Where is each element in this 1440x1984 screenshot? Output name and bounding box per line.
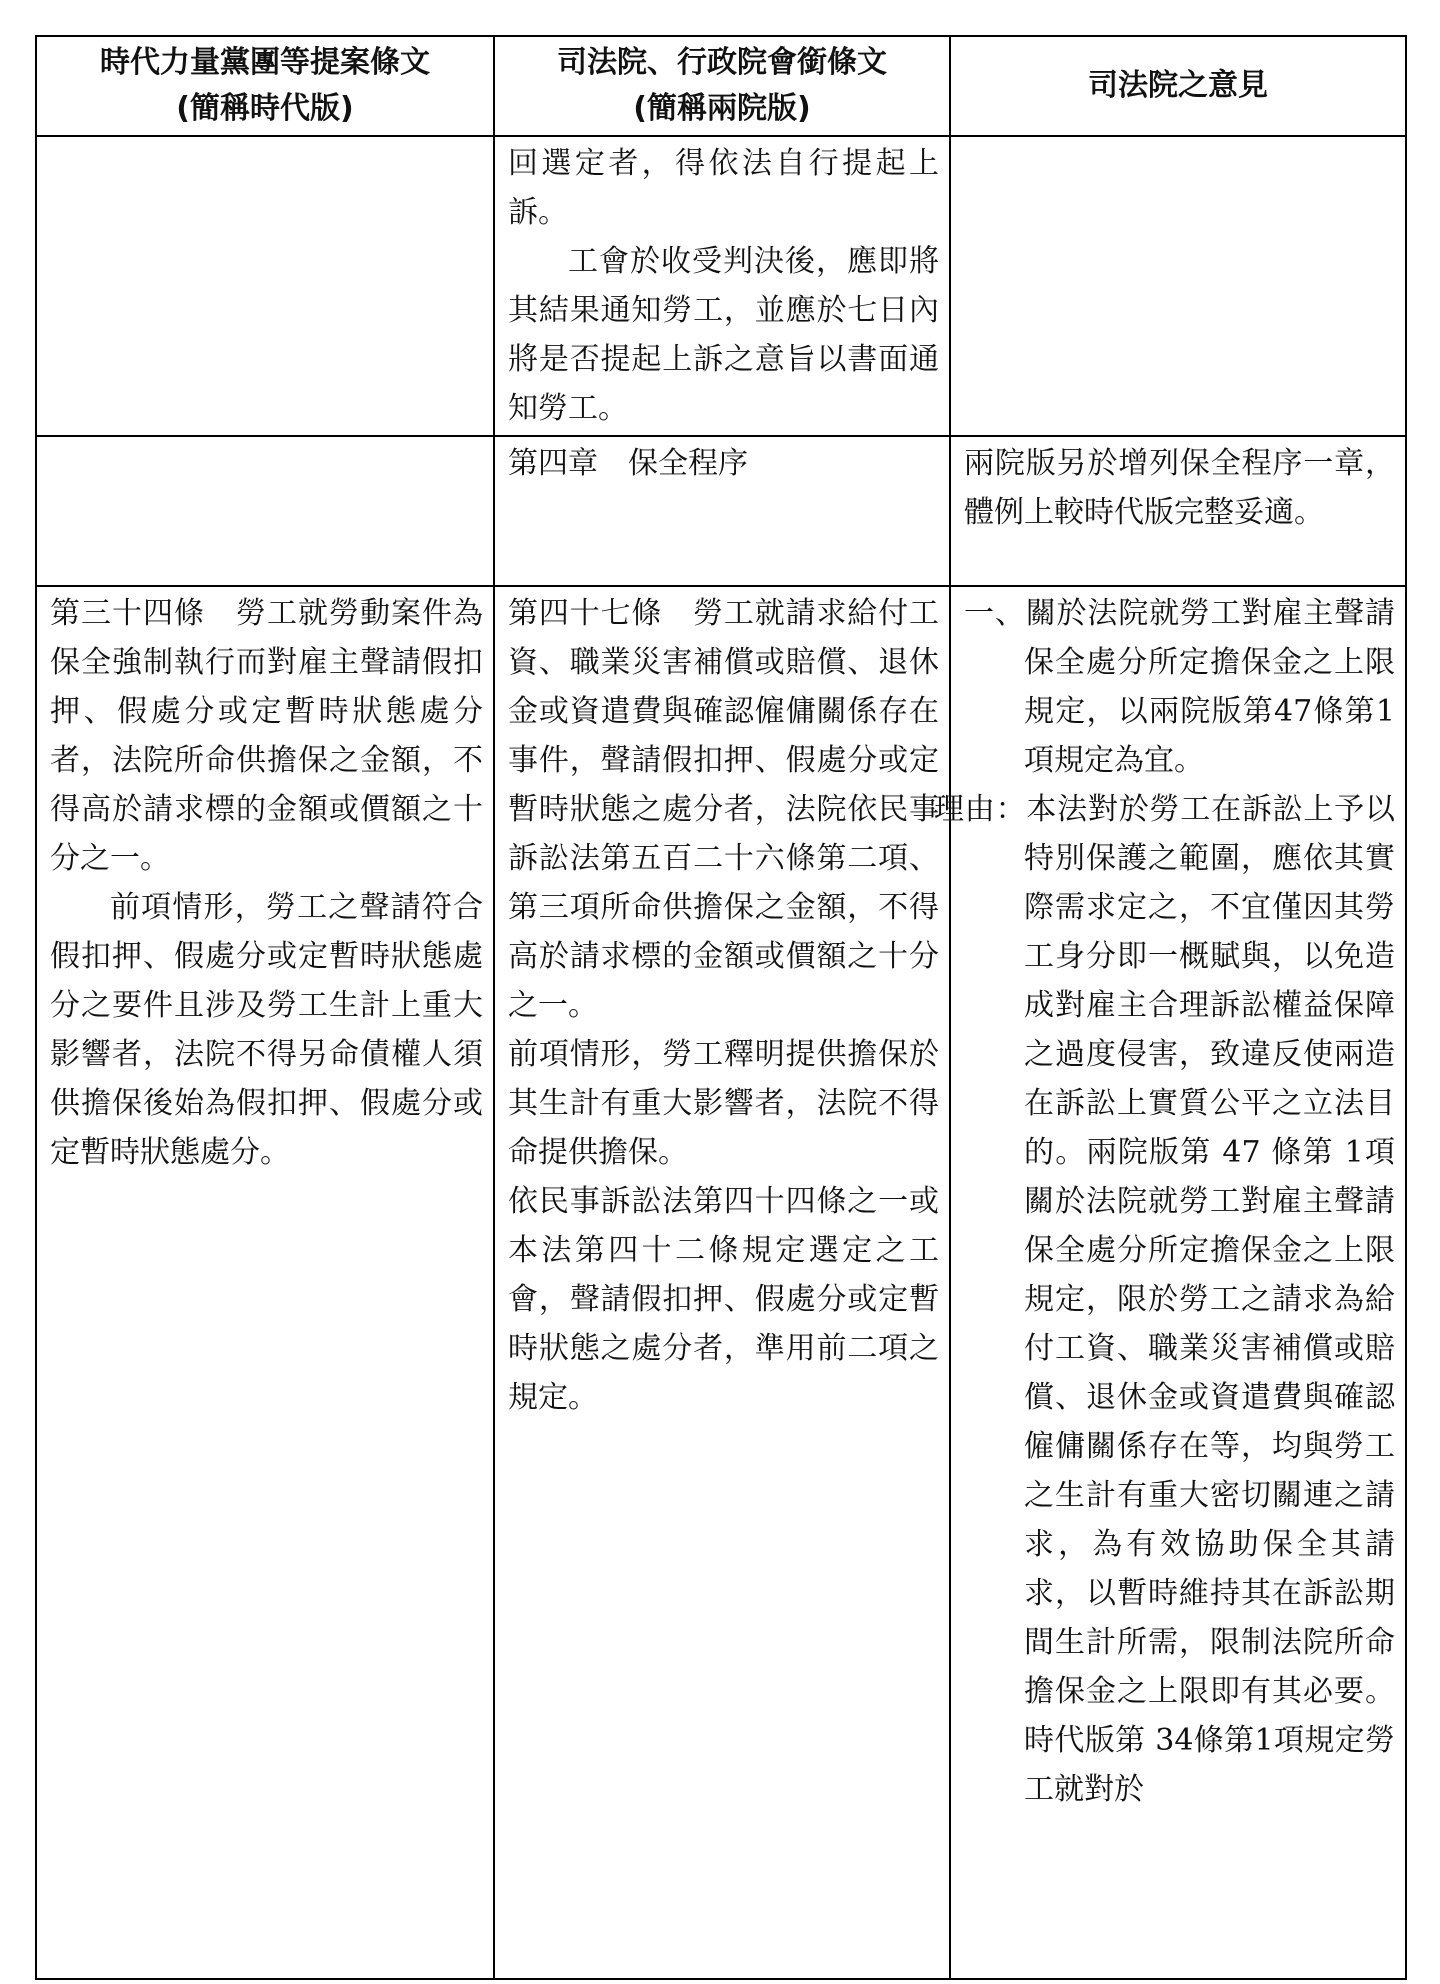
article-47-paragraph-2: 前項情形，勞工釋明提供擔保於其生計有重大影響者，法院不得命提供擔保。	[508, 1037, 939, 1170]
row1-col2-cell	[494, 136, 950, 436]
opinion-item-1: 一、關於法院就勞工對雇主聲請保全處分所定擔保金之上限規定，以兩院版第47條第1項規定為宜。	[964, 596, 1395, 778]
article-47-paragraph-3: 依民事訴訟法第四十四條之一或本法第四十二條規定選定之工會，聲請假扣押、假處分或定暫時狀態之處分者，準用前二項之規定。	[508, 1184, 939, 1415]
chapter-heading: 第四章 保全程序	[508, 446, 748, 481]
table-row	[36, 586, 1406, 1979]
opinion-reason: 理由：本法對於勞工在訴訟上予以特別保護之範圍，應依其實際需求定之，不宜僅因其勞工身分即一概賦與，以免造成對雇主合理訴訟權益保障之過度侵害，致違反使兩造在訴訟上實質公平之立法目的。兩院版第 47 條第 1項關於法院就勞工對雇主聲請保全處分所定擔保金之上限規定，限於勞工之請求為給付工資、職業災害補償或賠償、退休金或資遣費與確認僱傭關係存在等，均與勞工之生計有重大密切關連之請求，為有效協助保全其請求，以暫時維持其在訴訟期間生計所需，限制法院所命擔保金之上限即有其必要。時代版第 34條第1項規定勞工就對於	[934, 792, 1395, 1807]
row3-col2-cell	[494, 586, 950, 1979]
row1-col1-cell	[36, 136, 494, 436]
row2-col3-cell	[950, 436, 1406, 586]
row3-col1-cell	[36, 586, 494, 1979]
header-col1-title: 時代力量黨團等提案條文	[100, 45, 430, 80]
row3-col3-cell	[934, 586, 1406, 1979]
chapter-heading-cell	[494, 436, 950, 586]
header-col2-title: 司法院、行政院會銜條文	[557, 45, 887, 80]
row1-col2-paragraph-2: 工會於收受判決後，應即將其結果通知勞工，並應於七日內將是否提起上訴之意旨以書面通知勞工。	[508, 244, 939, 426]
table-row	[36, 136, 1406, 436]
row2-col1-cell	[36, 436, 494, 586]
header-row	[36, 36, 1406, 136]
row2-opinion: 兩院版另於增列保全程序一章，體例上較時代版完整妥適。	[964, 446, 1395, 530]
comparison-table	[35, 35, 1407, 1980]
header-col3-title: 司法院之意見	[1088, 68, 1268, 103]
header-two-yuan-version	[494, 36, 950, 136]
header-col2-subtitle: (簡稱兩院版)	[633, 91, 811, 126]
header-judicial-opinion	[950, 36, 1406, 136]
header-col1-subtitle: (簡稱時代版)	[176, 91, 354, 126]
article-47-paragraph-1: 第四十七條 勞工就請求給付工資、職業災害補償或賠償、退休金或資遣費與確認僱傭關係存在事件，聲請假扣押、假處分或定暫時狀態之處分者，法院依民事訴訟法第五百二十六條第二項、第三項所命供擔保之金額，不得高於請求標的金額或價額之十分之一。	[508, 596, 939, 1023]
table-row	[36, 436, 1406, 586]
article-34-paragraph-2: 前項情形，勞工之聲請符合假扣押、假處分或定暫時狀態處分之要件且涉及勞工生計上重大影響者，法院不得另命債權人須供擔保後始為假扣押、假處分或定暫時狀態處分。	[50, 890, 483, 1170]
header-time-power-version	[36, 36, 494, 136]
row1-col3-cell	[950, 136, 1406, 436]
row1-col2-paragraph-1: 回選定者，得依法自行提起上訴。	[508, 146, 939, 230]
article-34-paragraph-1: 第三十四條 勞工就勞動案件為保全強制執行而對雇主聲請假扣押、假處分或定暫時狀態處分者，法院所命供擔保之金額，不得高於請求標的金額或價額之十分之一。	[50, 596, 483, 876]
